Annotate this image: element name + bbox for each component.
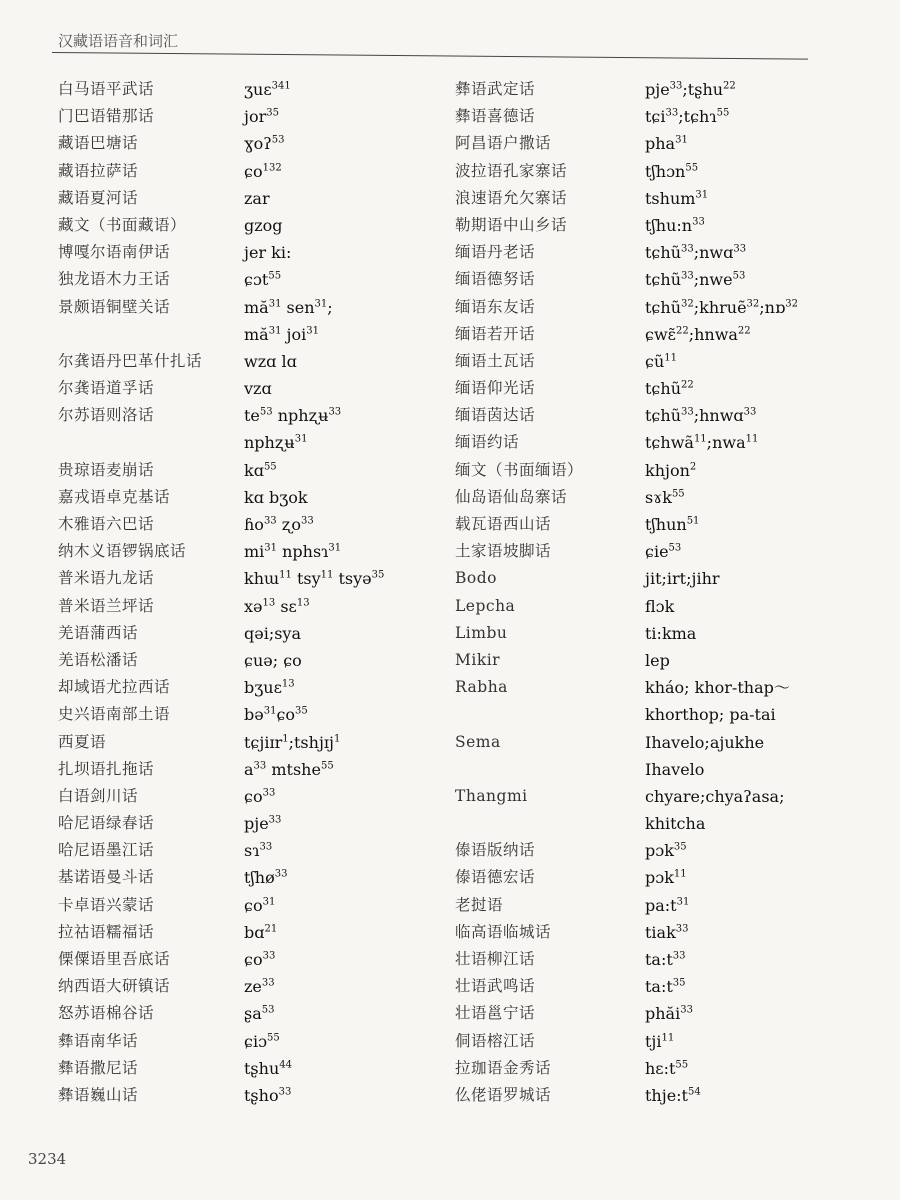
word-form: nphʐʉ$^{31}$ [244, 433, 308, 453]
language-name: Limbu [455, 623, 508, 642]
word-form: ɕo$^{132}$ [244, 161, 282, 181]
word-form: tʃhø$^{33}$ [244, 868, 288, 888]
word-form: ɕiɔ$^{55}$ [244, 1031, 280, 1051]
word-form: sɿ$^{33}$ [244, 841, 273, 861]
entry-row [44, 402, 444, 429]
word-form: ɕũ$^{11}$ [645, 351, 677, 371]
language-name: 缅语德努话 [455, 270, 536, 289]
word-form: ɦo$^{33}$ ʐo$^{33}$ [244, 515, 314, 534]
language-name: 土家语坡脚话 [455, 542, 552, 561]
entry-row [455, 158, 855, 185]
entry-row [455, 647, 855, 674]
word-form: khɯ$^{11}$ tsy$^{11}$ tsyə$^{35}$ [244, 569, 385, 589]
language-name: 缅语茵达话 [455, 406, 536, 425]
entry-row [44, 266, 444, 293]
word-form: pje$^{33}$;tʂhu$^{22}$ [645, 80, 736, 99]
language-name: 普米语九龙话 [58, 569, 155, 588]
entry-row [44, 674, 444, 701]
word-form: tʂhu$^{44}$ [244, 1058, 292, 1078]
entry-row [44, 212, 444, 239]
language-name: 哈尼语墨江话 [58, 841, 155, 860]
language-name: 嘉戎语卓克基话 [58, 487, 171, 506]
language-name: 羌语松潘话 [58, 650, 139, 669]
entry-row [455, 620, 855, 647]
entry-row [455, 212, 855, 239]
language-name: Bodo [455, 569, 497, 588]
language-name: 普米语兰坪话 [58, 596, 155, 615]
word-form: ʂa$^{53}$ [244, 1004, 275, 1024]
entry-row [44, 429, 444, 456]
word-form: ʒuɛ$^{341}$ [244, 80, 291, 99]
entry-row [44, 538, 444, 565]
language-name: 尔龚语道孚话 [58, 379, 155, 398]
entry-row [455, 511, 855, 538]
language-name: 彝语撒尼话 [58, 1058, 139, 1077]
word-form: tiak$^{33}$ [645, 922, 689, 942]
header-rule [52, 52, 808, 60]
word-form: $mă^{31}$ joi$^{31}$ [244, 324, 319, 344]
entry-row [455, 321, 855, 348]
language-name: 浪速语允欠寨话 [455, 188, 568, 207]
language-name: 白马语平武话 [58, 80, 155, 98]
word-form: kɑ$^{55}$ [244, 460, 277, 480]
language-name: 藏语夏河话 [58, 188, 139, 207]
word-form: ɣoʔ$^{53}$ [244, 134, 285, 154]
entry-row [455, 294, 855, 321]
word-form: bɑ$^{21}$ [244, 922, 278, 942]
word-form: ɕɔt$^{55}$ [244, 270, 282, 290]
language-name: 藏语拉萨话 [58, 161, 139, 180]
word-form: lep [645, 650, 670, 670]
word-form: tji$^{11}$ [645, 1031, 675, 1051]
entry-row [455, 103, 855, 130]
language-name: 傣语德宏话 [455, 868, 536, 887]
right-column [455, 76, 855, 1109]
entry-row [455, 402, 855, 429]
entry-row [44, 1055, 444, 1082]
word-form: ɕwɛ̃$^{22}$;hnwa$^{22}$ [645, 324, 751, 344]
word-form: phăi$^{33}$ [645, 1004, 693, 1024]
language-name: 彝语武定话 [455, 80, 536, 98]
entry-row [455, 76, 855, 103]
language-name: 缅语丹老话 [455, 243, 536, 262]
word-form: zar [244, 188, 270, 208]
entry-row [44, 185, 444, 212]
language-name: 载瓦语西山话 [455, 515, 552, 533]
left-column [44, 76, 444, 1109]
word-form: Ihavelo [645, 759, 705, 779]
entry-row [44, 946, 444, 973]
word-form: chyare;chyaʔasa; [645, 786, 785, 806]
entry-row [455, 919, 855, 946]
entry-row [455, 348, 855, 375]
word-form: vzɑ [244, 379, 272, 399]
entry-row [44, 701, 444, 728]
word-form: kháo; khor-thap～ [645, 678, 790, 698]
entry-row [44, 837, 444, 864]
language-name: 景颇语铜壁关话 [58, 297, 171, 316]
entry-row [455, 239, 855, 266]
word-form: $ze^{33}$ [244, 977, 275, 997]
word-form: tɕjiɪr$^1$;tshjɪj$^1$ [244, 732, 341, 752]
language-name: 阿昌语户撒话 [455, 134, 552, 153]
entry-row [455, 429, 855, 456]
entry-row [455, 1000, 855, 1027]
language-name: 却域语尤拉西话 [58, 678, 171, 697]
entry-row [455, 701, 855, 728]
word-form: pɔk$^{11}$ [645, 868, 687, 888]
entry-row [44, 511, 444, 538]
word-form: tshum$^{31}$ [645, 188, 709, 208]
entry-row [455, 130, 855, 157]
word-form: tɕhũ$^{33}$;nwɑ$^{33}$ [645, 243, 747, 263]
entry-row [44, 103, 444, 130]
word-form: $thje:t^{54}$ [645, 1085, 701, 1105]
language-name: 纳西语大研镇话 [58, 977, 171, 996]
word-form: tɕi$^{33}$;tɕhɿ$^{55}$ [645, 107, 730, 127]
language-name: Rabha [455, 678, 508, 697]
language-name: 拉珈语金秀话 [455, 1058, 552, 1077]
word-form: tɕhũ$^{33}$;hnwɑ$^{33}$ [645, 406, 757, 426]
word-form: khitcha [645, 814, 706, 834]
language-name: 史兴语南部土语 [58, 705, 171, 724]
entry-row [455, 729, 855, 756]
word-form: xə$^{13}$ sɛ$^{13}$ [244, 596, 310, 616]
word-form: $ta:t^{33}$ [645, 950, 686, 969]
language-name: 藏语巴塘话 [58, 134, 139, 153]
word-form: ɕie$^{53}$ [645, 542, 682, 562]
entry-row [455, 1082, 855, 1109]
entry-row [44, 756, 444, 783]
entry-row [44, 810, 444, 837]
entry-row [455, 1055, 855, 1082]
entry-row [455, 892, 855, 919]
word-form: pɔk$^{35}$ [645, 841, 687, 861]
entry-row [455, 864, 855, 891]
word-form: khjon$^2$ [645, 460, 697, 480]
language-name: Lepcha [455, 596, 516, 615]
language-name: 彝语巍山话 [58, 1085, 139, 1104]
word-form: $tʃhu:n^{33}$ [645, 215, 705, 235]
word-form: tɕhũ$^{22}$ [645, 379, 694, 399]
entry-row [455, 783, 855, 810]
entry-row [455, 593, 855, 620]
entry-row [455, 266, 855, 293]
language-name: 仫佬语罗城话 [455, 1085, 552, 1104]
entry-row [44, 783, 444, 810]
entry-row [44, 620, 444, 647]
word-form: kɑ bʒok [244, 487, 308, 507]
word-form: ɕo$^{33}$ [244, 950, 276, 969]
language-name: 独龙语木力王话 [58, 270, 171, 289]
word-form: ɕuə; ɕo [244, 650, 302, 670]
entry-row [455, 973, 855, 1000]
language-name: 缅语仰光话 [455, 379, 536, 398]
language-name: 藏文（书面藏语） [58, 215, 187, 234]
word-form: tʂho$^{33}$ [244, 1085, 292, 1105]
language-name: 尔苏语则洛话 [58, 406, 155, 425]
word-form: wzɑ lɑ [244, 351, 297, 371]
word-form: $a^{33}$ mtshe$^{55}$ [244, 759, 334, 779]
entry-row [44, 348, 444, 375]
word-form: pha$^{31}$ [645, 134, 688, 154]
language-name: 波拉语孔家寨话 [455, 161, 568, 180]
language-name: 壮语邕宁话 [455, 1004, 536, 1023]
word-form: $pa:t^{31}$ [645, 895, 690, 915]
word-form: bʒuɛ$^{13}$ [244, 678, 295, 698]
word-form: tɕhũ$^{33}$;nwe$^{53}$ [645, 270, 746, 290]
entry-row [44, 919, 444, 946]
language-name: Thangmi [455, 786, 528, 805]
entry-row [44, 1028, 444, 1055]
entry-row [44, 158, 444, 185]
entry-row [455, 810, 855, 837]
language-name: 尔龚语丹巴革什扎话 [58, 351, 203, 370]
word-form: $ta:t^{35}$ [645, 977, 686, 997]
word-form: tʃhun$^{51}$ [645, 515, 700, 534]
entry-row [44, 130, 444, 157]
language-name: 壮语武鸣话 [455, 977, 536, 996]
entry-row [455, 1028, 855, 1055]
entry-row [44, 729, 444, 756]
language-name: 木雅语六巴话 [58, 515, 155, 533]
language-name: 基诺语曼斗话 [58, 868, 155, 887]
language-name: 缅语约话 [455, 433, 520, 452]
language-name: 仙岛语仙岛寨话 [455, 487, 568, 506]
language-name: 侗语榕江话 [455, 1031, 536, 1050]
entry-row [44, 973, 444, 1000]
entry-row [44, 457, 444, 484]
entry-row [455, 837, 855, 864]
language-name: 勒期语中山乡话 [455, 215, 568, 234]
language-name: 贵琼语麦崩话 [58, 460, 155, 479]
entry-row [44, 321, 444, 348]
word-form: tɕhwã$^{11}$;nwa$^{11}$ [645, 433, 759, 453]
word-form: qəi;sya [244, 623, 302, 643]
word-form: $mi^{31}$ nphsɿ$^{31}$ [244, 542, 342, 562]
entry-row [44, 647, 444, 674]
word-form: gzog [244, 215, 283, 235]
entry-row [455, 756, 855, 783]
entry-row [44, 375, 444, 402]
language-name: 怒苏语棉谷话 [58, 1004, 155, 1023]
language-name: 西夏语 [58, 732, 107, 751]
word-form: sɤk$^{55}$ [645, 487, 685, 507]
word-form: ɕo$^{31}$ [244, 895, 276, 915]
language-name: 傈僳语里吾底话 [58, 950, 171, 968]
entry-row [44, 1000, 444, 1027]
entry-row [44, 892, 444, 919]
entry-row [455, 375, 855, 402]
word-form: $mă^{31}$ sen$^{31}$; [244, 297, 333, 317]
entry-row [455, 565, 855, 592]
language-name: 门巴语错那话 [58, 107, 155, 126]
language-name: 临高语临城话 [455, 922, 552, 941]
language-name: Sema [455, 732, 501, 751]
entry-row [44, 565, 444, 592]
entry-row [455, 185, 855, 212]
entry-row [44, 593, 444, 620]
entry-row [455, 674, 855, 701]
word-form: tɕhũ$^{32}$;khruẽ$^{32}$;nɒ$^{32}$ [645, 297, 798, 317]
language-name: 彝语喜德话 [455, 107, 536, 126]
language-name: 哈尼语绿春话 [58, 814, 155, 833]
word-form: Ihavelo;ajukhe [645, 732, 765, 752]
language-name: 羌语蒲西话 [58, 623, 139, 642]
entry-row [44, 76, 444, 103]
word-form: jor$^{35}$ [244, 107, 279, 127]
entry-row [44, 294, 444, 321]
running-header: 汉藏语语音和词汇 [58, 32, 179, 50]
language-name: 壮语柳江话 [455, 950, 536, 968]
language-name: 彝语南华话 [58, 1031, 139, 1050]
language-name: 缅语东友话 [455, 297, 536, 316]
entry-row [44, 1082, 444, 1109]
word-form: tʃhɔn$^{55}$ [645, 161, 699, 181]
language-name: 缅文（书面缅语） [455, 460, 584, 479]
language-name: 傣语版纳话 [455, 841, 536, 860]
word-form: $te^{53}$ nphʐʉ$^{33}$ [244, 406, 342, 426]
entry-row [44, 484, 444, 511]
language-name: 缅语土瓦话 [455, 351, 536, 370]
language-name: 老挝语 [455, 895, 504, 914]
entry-row [455, 484, 855, 511]
word-form: flɔk [645, 596, 675, 616]
word-form: $hɛ:t^{55}$ [645, 1058, 689, 1078]
entry-row [44, 864, 444, 891]
language-name: 缅语若开话 [455, 324, 536, 343]
entry-row [455, 538, 855, 565]
language-name: 博嘎尔语南伊话 [58, 243, 171, 262]
word-form: jit;irt;jihr [645, 569, 720, 589]
language-name: 拉祜语糯福话 [58, 922, 155, 941]
language-name: 白语剑川话 [58, 786, 139, 805]
word-form: ti:kma [645, 623, 697, 643]
page-number: 3234 [28, 1150, 67, 1168]
language-name: 卡卓语兴蒙话 [58, 895, 155, 914]
entry-row [455, 946, 855, 973]
entry-row [44, 239, 444, 266]
word-form: ɕo$^{33}$ [244, 786, 276, 806]
word-form: pje$^{33}$ [244, 814, 282, 834]
language-name: 扎坝语扎拖话 [58, 759, 155, 778]
language-name: 纳木义语锣锅底话 [58, 542, 187, 561]
entry-row [455, 457, 855, 484]
word-form: jer ki: [244, 243, 292, 263]
language-name: Mikir [455, 650, 501, 669]
word-form: bə$^{31}$ɕo$^{35}$ [244, 705, 308, 725]
word-form: khorthop; pa-tai [645, 705, 776, 725]
